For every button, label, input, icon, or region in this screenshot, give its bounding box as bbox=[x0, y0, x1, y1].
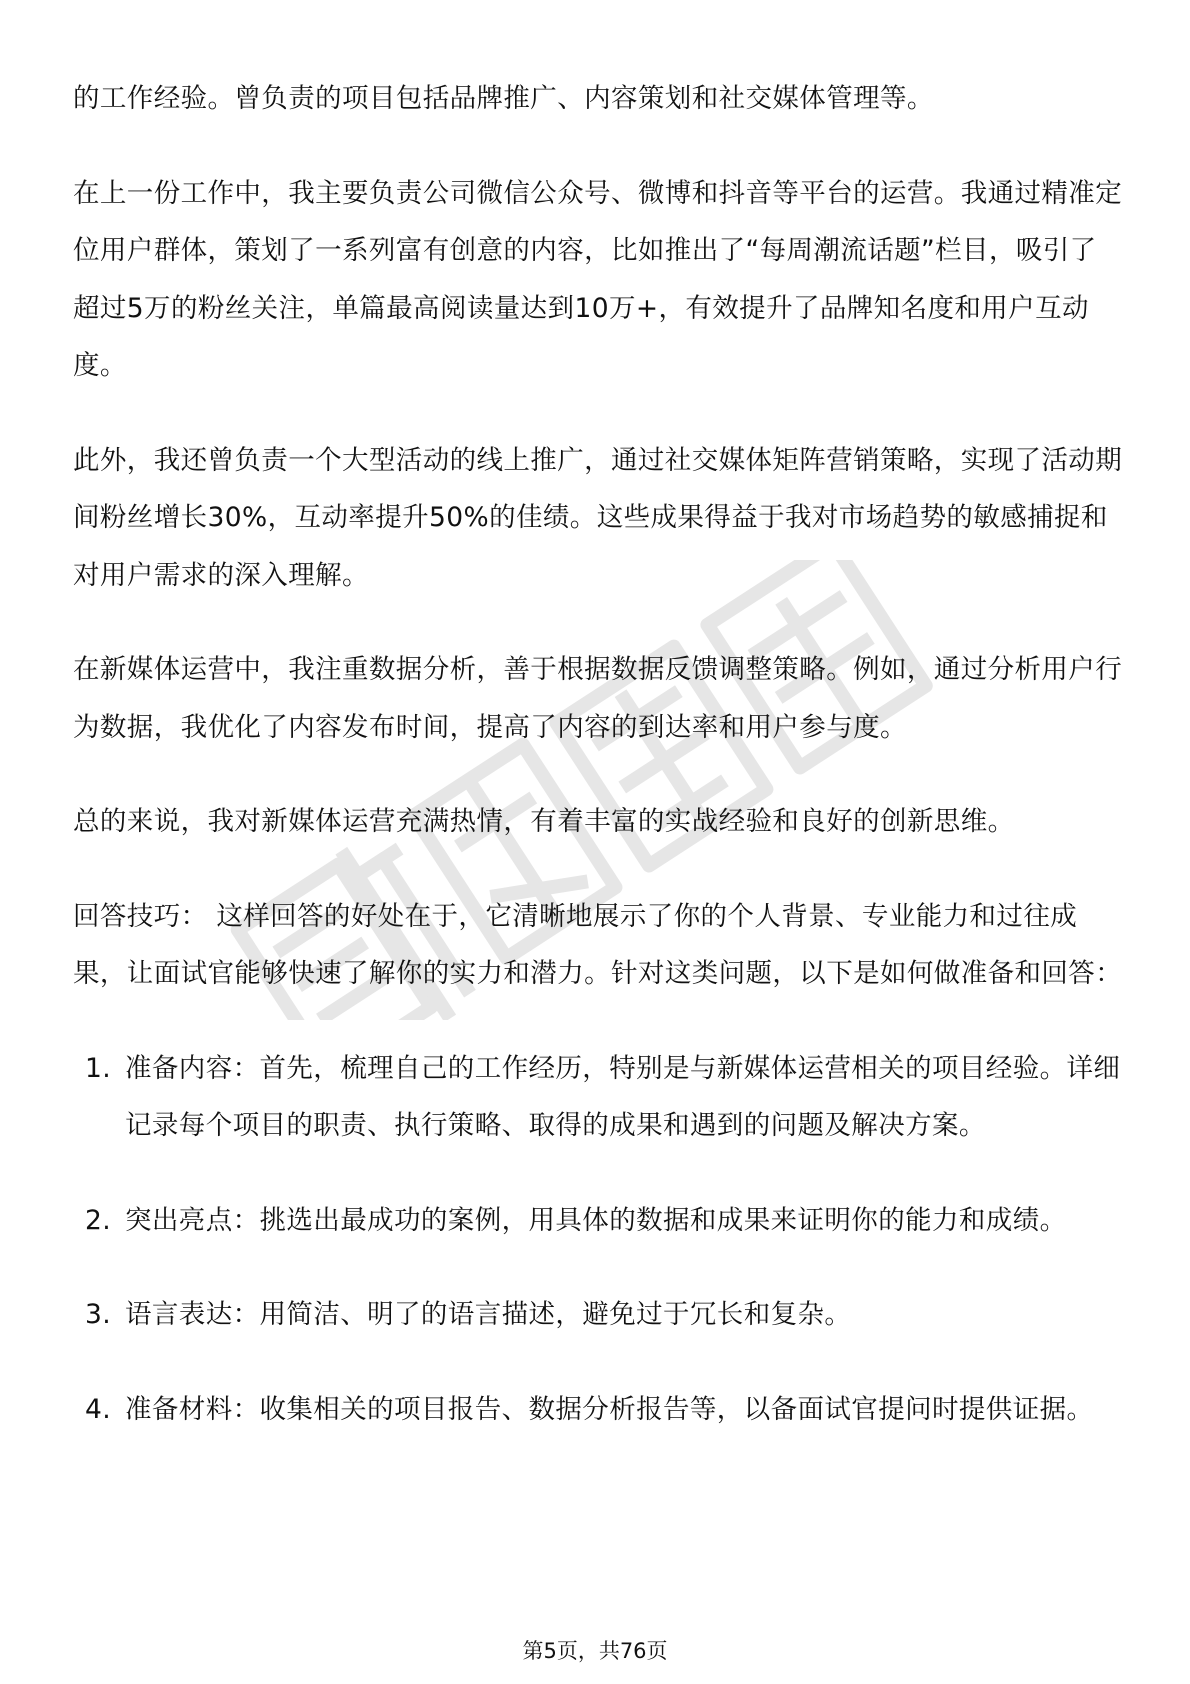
paragraph-answer-tips: 回答技巧： 这样回答的好处在于，它清晰地展示了你的个人背景、专业能力和过往成果，让面试官能够快速了解你的实力和潜力。针对这类问题，以下是如何做准备和回答： bbox=[73, 900, 1123, 989]
paragraph-conclusion: 总的来说，我对新媒体运营充满热情，有着丰富的实战经验和良好的创新思维。 bbox=[73, 806, 1015, 837]
list-item-text: 语言表达：用简洁、明了的语言描述，避免过于冗长和复杂。 bbox=[125, 1299, 852, 1330]
paragraph-campaign: 此外，我还曾负责一个大型活动的线上推广，通过社交媒体矩阵营销策略，实现了活动期间粉丝增长30%，互动率提升50%的佳绩。这些成果得益于我对市场趋势的敏感捕捉和对用户需求的深入理解。 bbox=[73, 444, 1123, 591]
list-item-number: 2. bbox=[85, 1204, 112, 1236]
list-item-text: 准备材料：收集相关的项目报告、数据分析报告等，以备面试官提问时提供证据。 bbox=[125, 1393, 1094, 1425]
list-item-text: 突出亮点：挑选出最成功的案例，用具体的数据和成果来证明你的能力和成绩。 bbox=[125, 1204, 1067, 1236]
list-item-number: 3. bbox=[85, 1299, 112, 1330]
paragraph-data-analysis: 在新媒体运营中，我注重数据分析，善于根据数据反馈调整策略。例如，通过分析用户行为数据，我优化了内容发布时间，提高了内容的到达率和用户参与度。 bbox=[73, 654, 1123, 743]
list-item-text: 准备内容：首先，梳理自己的工作经历，特别是与新媒体运营相关的项目经验。详细记录每个项目的职责、执行策略、取得的成果和遇到的问题及解决方案。 bbox=[125, 1052, 1121, 1141]
list-item bbox=[73, 1286, 1123, 1344]
list-item-number: 1. bbox=[85, 1052, 112, 1084]
list-item bbox=[73, 1040, 1123, 1155]
preparation-steps-list bbox=[73, 1040, 1123, 1439]
document-body bbox=[73, 70, 1123, 1475]
list-item-number: 4. bbox=[85, 1393, 112, 1425]
page-number-footer: 第5页，共76页 bbox=[522, 1639, 668, 1663]
paragraph-previous-job: 在上一份工作中，我主要负责公司微信公众号、微博和抖音等平台的运营。我通过精准定位用户群体，策划了一系列富有创意的内容，比如推出了“每周潮流话题”栏目，吸引了超过5万的粉丝关注，单篇最高阅读量达到10万+，有效提升了品牌知名度和用户互动度。 bbox=[73, 177, 1123, 381]
list-item bbox=[73, 1381, 1123, 1439]
list-item bbox=[73, 1192, 1123, 1250]
paragraph-experience-summary: 的工作经验。曾负责的项目包括品牌推广、内容策划和社交媒体管理等。 bbox=[73, 83, 934, 114]
